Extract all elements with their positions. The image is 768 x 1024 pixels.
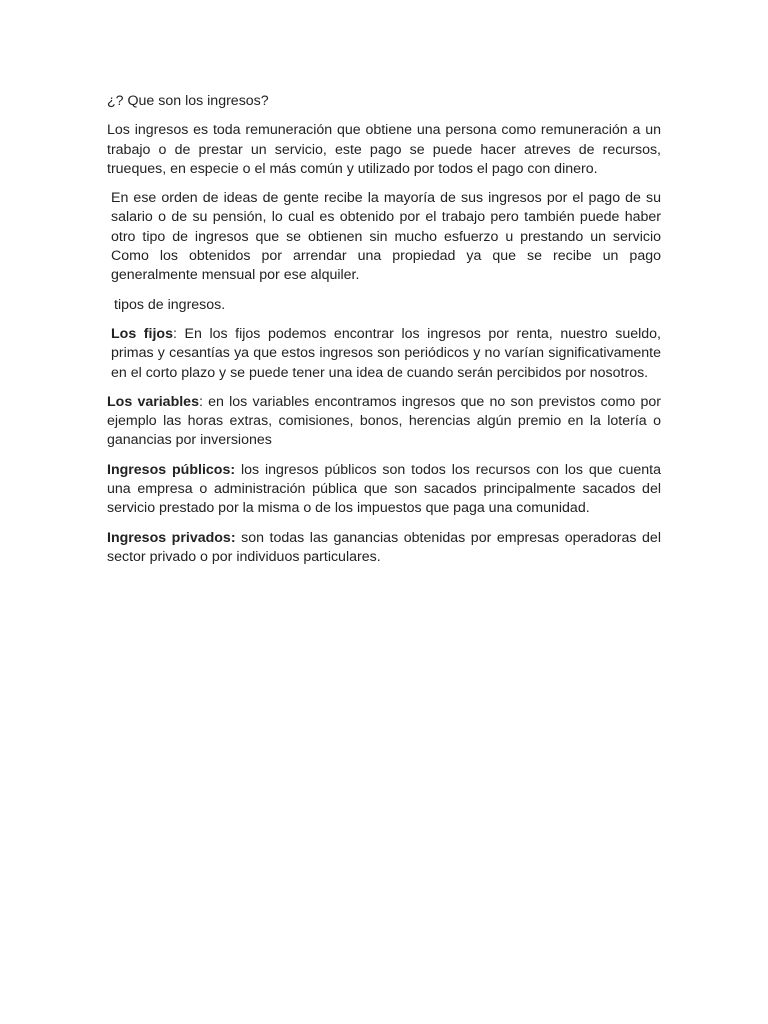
type-public-term: Ingresos públicos: <box>107 461 236 478</box>
type-public-text: los ingresos públicos son todos los recursos con los que cuenta una empresa o administración pública que son sacados principalmente sacados del servicio prestado por la misma o de los impuestos que paga una comunidad. <box>107 461 661 517</box>
type-fixed-paragraph <box>107 325 661 383</box>
document-page <box>107 92 661 577</box>
type-fixed-term: Los fijos <box>111 325 173 342</box>
type-variable-term: Los variables <box>107 393 199 410</box>
type-fixed-sep: : <box>172 325 185 342</box>
context-paragraph: En ese orden de ideas de gente recibe la mayoría de sus ingresos por el pago de su salario o de su pensión, lo cual es obtenido por el trabajo pero también puede haber otro tipo de ingresos que se obtienen sin mucho esfuerzo u prestando un servicio Como los obtenidos por arrendar una propiedad ya que se recibe un pago generalmente mensual por ese alquiler. <box>111 190 661 284</box>
type-private-term: Ingresos privados: <box>107 529 236 546</box>
type-variable-paragraph <box>107 393 661 451</box>
document-heading: ¿? Que son los ingresos? <box>107 93 269 109</box>
type-fixed-text: En los fijos podemos encontrar los ingresos por renta, nuestro sueldo, primas y cesantías ya que estos ingresos son periódicos y no varían significativamente en el corto plazo y se puede tener una idea de cuando serán percibidos por nosotros. <box>111 325 661 381</box>
intro-paragraph: Los ingresos es toda remuneración que obtiene una persona como remuneración a un trabajo o de prestar un servicio, este pago se puede hacer atreves de recursos, trueques, en especie o el más común y utilizado por todos el pago con dinero. <box>107 122 661 177</box>
types-heading: tipos de ingresos. <box>114 296 226 313</box>
type-variable-sep: : <box>198 393 209 410</box>
type-variable-text: en los variables encontramos ingresos que no son previstos como por ejemplo las horas extras, comisiones, bonos, herencias algún premio en la lotería o ganancias por inversiones <box>107 393 661 449</box>
type-private-paragraph <box>107 529 661 568</box>
type-public-paragraph <box>107 461 661 519</box>
type-private-text: son todas las ganancias obtenidas por empresas operadoras del sector privado o por individuos particulares. <box>107 529 661 565</box>
